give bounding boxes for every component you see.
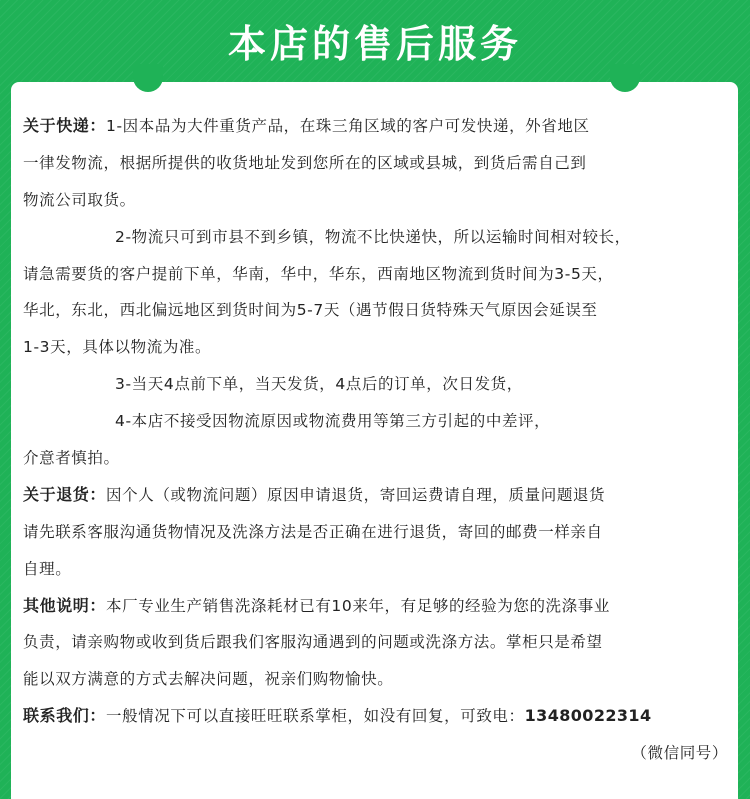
shipping-line-10: 介意者慎拍。 bbox=[23, 449, 120, 468]
returns-text: 因个人（或物流问题）原因申请退货，寄回运费请自理，质量问题退货 bbox=[106, 485, 606, 504]
other-label: 其他说明： bbox=[23, 595, 107, 615]
shipping-line-1 bbox=[23, 108, 738, 145]
shipping-line-9: 4-本店不接受因物流原因或物流费用等第三方引起的中差评， bbox=[115, 412, 551, 431]
returns-line-1 bbox=[23, 477, 738, 514]
shipping-line-7: 1-3天，具体以物流为准。 bbox=[23, 338, 212, 357]
contact-line-1 bbox=[23, 698, 738, 735]
contact-note: （微信同号） bbox=[631, 744, 728, 763]
shipping-line-3: 物流公司取货。 bbox=[23, 190, 136, 209]
shipping-line-8: 3-当天4点前下单，当天发货，4点后的订单，次日发货， bbox=[115, 375, 523, 394]
returns-label: 关于退货： bbox=[23, 484, 107, 504]
contact-text: 一般情况下可以直接旺旺联系掌柜，如没有回复，可致电： bbox=[106, 707, 525, 726]
contact-phone: 13480022314 bbox=[524, 706, 652, 726]
returns-line-3: 自理。 bbox=[23, 559, 72, 578]
returns-line-2: 请先联系客服沟通货物情况及洗涤方法是否正确在进行退货，寄回的邮费一样亲自 bbox=[23, 522, 603, 541]
shipping-line-6: 华北，东北，西北偏远地区到货时间为5-7天（遇节假日货特殊天气原因会延误至 bbox=[23, 301, 598, 320]
shipping-line-2: 一律发物流，根据所提供的收货地址发到您所在的区域或县城，到货后需自己到 bbox=[23, 153, 587, 172]
other-line-3: 能以双方满意的方式去解决问题，祝亲们购物愉快。 bbox=[23, 670, 394, 689]
other-line-2: 负责，请亲购物或收到货后跟我们客服沟通遇到的问题或洗涤方法。掌柜只是希望 bbox=[23, 633, 603, 652]
shipping-label: 关于快递： bbox=[23, 116, 107, 135]
other-text: 本厂专业生产销售洗涤耗材已有10来年，有足够的经验为您的洗涤事业 bbox=[106, 596, 610, 615]
after-sales-text bbox=[23, 108, 738, 772]
shipping-line-4: 2-物流只可到市县不到乡镇，物流不比快递快，所以运输时间相对较长， bbox=[115, 227, 631, 246]
contact-label: 联系我们： bbox=[23, 706, 107, 726]
other-line-1 bbox=[23, 588, 738, 625]
content-card bbox=[11, 82, 738, 799]
shipping-text: 1-因本品为大件重货产品，在珠三角区域的客户可发快递，外省地区 bbox=[106, 117, 590, 135]
page-title: 本店的售后服务 bbox=[227, 22, 522, 66]
shipping-line-5: 请急需要货的客户提前下单，华南，华中，华东，西南地区物流到货时间为3-5天， bbox=[23, 264, 614, 283]
